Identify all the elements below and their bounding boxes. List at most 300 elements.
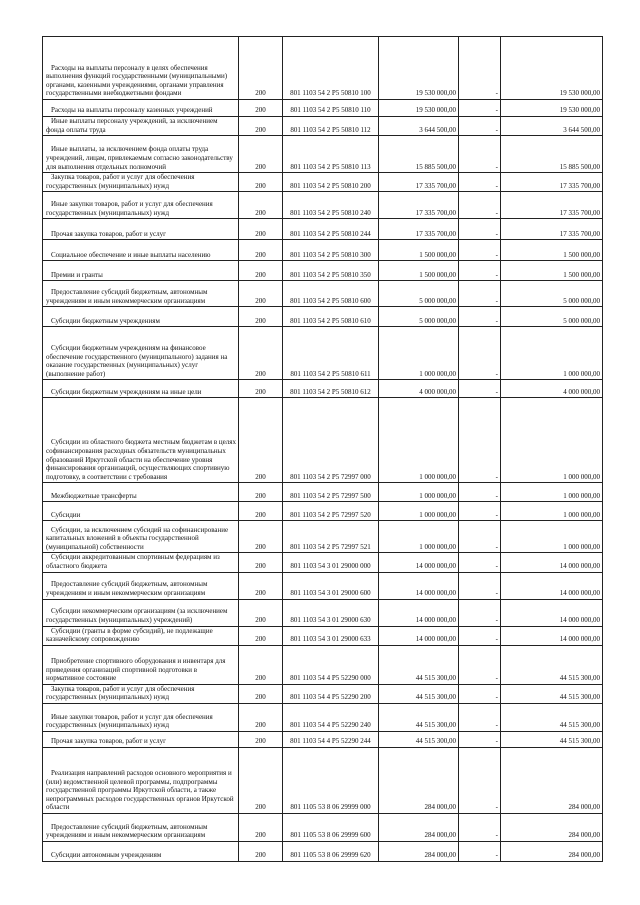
row-name-cell xyxy=(43,240,239,261)
row-line-code-text: 200 xyxy=(255,674,266,683)
row-approved-amount-text: 15 885 500,00 xyxy=(415,162,456,171)
row-remaining-amount-text: 5 000 000,00 xyxy=(563,316,600,325)
row-remaining-amount-cell xyxy=(501,398,603,483)
row-executed-amount-text: - xyxy=(495,542,498,551)
row-name-cell xyxy=(43,599,239,626)
row-classification-code-cell xyxy=(283,813,379,841)
row-executed-amount-cell xyxy=(459,192,501,219)
row-remaining-amount-text: 1 500 000,00 xyxy=(563,270,600,279)
row-remaining-amount-cell xyxy=(501,173,603,192)
row-classification-code-text: 801 1103 54 3 01 29000 633 xyxy=(290,635,371,644)
row-remaining-amount-text: 17 335 700,00 xyxy=(559,229,600,238)
row-executed-amount-text: - xyxy=(495,721,498,730)
row-name-cell xyxy=(43,841,239,861)
row-name-cell xyxy=(43,398,239,483)
row-line-code-text: 200 xyxy=(255,316,266,325)
table-row xyxy=(43,307,603,327)
row-line-code-cell xyxy=(239,483,283,502)
row-name-cell xyxy=(43,307,239,327)
row-remaining-amount-cell xyxy=(501,703,603,731)
row-line-code-text: 200 xyxy=(255,615,266,624)
row-executed-amount-cell xyxy=(459,599,501,626)
row-executed-amount-text: - xyxy=(495,106,498,115)
row-classification-code-cell xyxy=(283,572,379,599)
row-line-code-cell xyxy=(239,307,283,327)
row-line-code-text: 200 xyxy=(255,369,266,378)
row-classification-code-cell xyxy=(283,747,379,813)
row-executed-amount-text: - xyxy=(495,181,498,190)
row-classification-code-cell xyxy=(283,626,379,645)
row-remaining-amount-cell xyxy=(501,599,603,626)
row-line-code-text: 200 xyxy=(255,803,266,812)
row-remaining-amount-cell xyxy=(501,483,603,502)
row-remaining-amount-cell xyxy=(501,136,603,173)
row-executed-amount-text: - xyxy=(495,250,498,259)
row-approved-amount-cell xyxy=(379,398,459,483)
row-remaining-amount-text: 3 644 500,00 xyxy=(563,125,600,134)
row-approved-amount-text: 1 500 000,00 xyxy=(419,270,456,279)
row-line-code-cell xyxy=(239,572,283,599)
row-approved-amount-text: 14 000 000,00 xyxy=(415,588,456,597)
row-name-text: Субсидии бюджетным учреждениям xyxy=(51,316,160,325)
row-classification-code-text: 801 1103 54 3 01 29000 630 xyxy=(290,615,371,624)
row-remaining-amount-text: 1 000 000,00 xyxy=(563,510,600,519)
row-executed-amount-cell xyxy=(459,703,501,731)
row-name-cell xyxy=(43,380,239,398)
row-name-text: Субсидии (гранты в форме субсидий), не подлежащие казначейскому сопровождению xyxy=(46,626,213,644)
row-approved-amount-cell xyxy=(379,626,459,645)
row-classification-code-cell xyxy=(283,703,379,731)
row-line-code-cell xyxy=(239,37,283,100)
row-approved-amount-cell xyxy=(379,100,459,117)
row-approved-amount-text: 4 000 000,00 xyxy=(419,387,456,396)
row-name-text: Субсидии некоммерческим организациям (за исключением государственных (муниципальных) учреждений) xyxy=(46,607,228,624)
row-classification-code-text: 801 1103 54 2 P5 50810 240 xyxy=(290,208,371,217)
row-name-cell xyxy=(43,703,239,731)
row-line-code-text: 200 xyxy=(255,106,266,115)
row-executed-amount-cell xyxy=(459,219,501,240)
row-line-code-text: 200 xyxy=(255,491,266,500)
row-remaining-amount-text: 1 000 000,00 xyxy=(563,491,600,500)
row-line-code-cell xyxy=(239,841,283,861)
row-classification-code-text: 801 1103 54 2 P5 50810 610 xyxy=(290,316,371,325)
row-executed-amount-cell xyxy=(459,37,501,100)
row-approved-amount-cell xyxy=(379,192,459,219)
table-row xyxy=(43,192,603,219)
row-classification-code-cell xyxy=(283,684,379,703)
row-name-text: Прочая закупка товаров, работ и услуг xyxy=(51,229,166,238)
row-remaining-amount-text: 284 000,00 xyxy=(568,803,600,812)
row-classification-code-cell xyxy=(283,645,379,684)
row-executed-amount-text: - xyxy=(495,125,498,134)
row-remaining-amount-cell xyxy=(501,572,603,599)
row-name-text: Иные выплаты персоналу учреждений, за исключением фонда оплаты труда xyxy=(46,117,218,134)
row-executed-amount-cell xyxy=(459,380,501,398)
row-remaining-amount-cell xyxy=(501,684,603,703)
row-executed-amount-cell xyxy=(459,240,501,261)
row-classification-code-text: 801 1103 54 2 P5 50810 612 xyxy=(290,387,371,396)
row-remaining-amount-text: 14 000 000,00 xyxy=(559,615,600,624)
row-executed-amount-cell xyxy=(459,100,501,117)
row-executed-amount-cell xyxy=(459,553,501,572)
row-remaining-amount-text: 14 000 000,00 xyxy=(559,588,600,597)
row-executed-amount-text: - xyxy=(495,316,498,325)
row-approved-amount-cell xyxy=(379,307,459,327)
row-approved-amount-text: 1 000 000,00 xyxy=(419,491,456,500)
row-executed-amount-cell xyxy=(459,626,501,645)
row-executed-amount-cell xyxy=(459,572,501,599)
row-remaining-amount-cell xyxy=(501,192,603,219)
row-line-code-cell xyxy=(239,502,283,521)
table-row xyxy=(43,747,603,813)
table-row xyxy=(43,219,603,240)
row-name-text: Субсидии аккредитованным спортивным федерациям из областного бюджета xyxy=(46,553,220,570)
row-remaining-amount-text: 1 000 000,00 xyxy=(563,369,600,378)
row-executed-amount-text: - xyxy=(495,89,498,98)
row-line-code-cell xyxy=(239,173,283,192)
row-line-code-text: 200 xyxy=(255,296,266,305)
row-executed-amount-cell xyxy=(459,261,501,281)
row-approved-amount-cell xyxy=(379,117,459,136)
row-classification-code-cell xyxy=(283,192,379,219)
row-executed-amount-text: - xyxy=(495,510,498,519)
row-line-code-text: 200 xyxy=(255,721,266,730)
row-classification-code-cell xyxy=(283,173,379,192)
row-name-cell xyxy=(43,626,239,645)
row-remaining-amount-text: 14 000 000,00 xyxy=(559,635,600,644)
row-line-code-cell xyxy=(239,398,283,483)
row-line-code-text: 200 xyxy=(255,250,266,259)
row-name-text: Иные закупки товаров, работ и услуг для обеспечения государственных (муниципальных) нужд xyxy=(46,712,213,730)
row-approved-amount-text: 44 515 300,00 xyxy=(415,737,456,746)
row-name-cell xyxy=(43,327,239,380)
row-line-code-cell xyxy=(239,327,283,380)
row-remaining-amount-cell xyxy=(501,281,603,307)
row-line-code-text: 200 xyxy=(255,510,266,519)
row-approved-amount-cell xyxy=(379,703,459,731)
row-executed-amount-text: - xyxy=(495,387,498,396)
row-executed-amount-text: - xyxy=(495,296,498,305)
row-classification-code-text: 801 1103 54 3 01 29000 600 xyxy=(290,588,371,597)
row-approved-amount-text: 5 000 000,00 xyxy=(419,296,456,305)
row-executed-amount-cell xyxy=(459,281,501,307)
row-approved-amount-cell xyxy=(379,502,459,521)
row-remaining-amount-text: 17 335 700,00 xyxy=(559,181,600,190)
row-approved-amount-cell xyxy=(379,281,459,307)
table-row xyxy=(43,572,603,599)
row-line-code-cell xyxy=(239,731,283,747)
row-executed-amount-cell xyxy=(459,747,501,813)
row-classification-code-text: 801 1103 54 4 P5 52290 200 xyxy=(290,693,371,702)
row-approved-amount-cell xyxy=(379,599,459,626)
row-classification-code-text: 801 1103 54 2 P5 50810 300 xyxy=(290,250,371,259)
row-line-code-cell xyxy=(239,684,283,703)
row-name-text: Субсидии, за исключением субсидий на софинансирование капитальных вложений в объекты государственной (муниципальной) собственности xyxy=(46,525,229,551)
row-line-code-text: 200 xyxy=(255,542,266,551)
budget-table-sheet xyxy=(42,36,602,862)
row-line-code-text: 200 xyxy=(255,125,266,134)
row-classification-code-cell xyxy=(283,327,379,380)
row-name-cell xyxy=(43,136,239,173)
row-executed-amount-text: - xyxy=(495,693,498,702)
row-approved-amount-text: 44 515 300,00 xyxy=(415,721,456,730)
table-row xyxy=(43,380,603,398)
row-line-code-cell xyxy=(239,219,283,240)
row-executed-amount-text: - xyxy=(495,561,498,570)
row-remaining-amount-cell xyxy=(501,117,603,136)
row-classification-code-cell xyxy=(283,100,379,117)
row-approved-amount-text: 19 530 000,00 xyxy=(415,106,456,115)
row-name-cell xyxy=(43,37,239,100)
row-remaining-amount-cell xyxy=(501,219,603,240)
row-remaining-amount-text: 284 000,00 xyxy=(568,851,600,860)
row-line-code-text: 200 xyxy=(255,387,266,396)
table-row xyxy=(43,626,603,645)
row-executed-amount-text: - xyxy=(495,615,498,624)
row-classification-code-text: 801 1103 54 2 P5 50810 600 xyxy=(290,296,371,305)
row-approved-amount-cell xyxy=(379,37,459,100)
row-line-code-cell xyxy=(239,747,283,813)
row-classification-code-text: 801 1103 54 2 P5 50810 100 xyxy=(290,89,371,98)
row-line-code-cell xyxy=(239,261,283,281)
row-remaining-amount-text: 1 000 000,00 xyxy=(563,542,600,551)
row-remaining-amount-cell xyxy=(501,813,603,841)
row-approved-amount-cell xyxy=(379,261,459,281)
row-name-text: Предоставление субсидий бюджетным, автономным учреждениям и иным некоммерческим организациям xyxy=(46,288,208,305)
row-classification-code-cell xyxy=(283,37,379,100)
row-classification-code-cell xyxy=(283,307,379,327)
row-name-text: Расходы на выплаты персоналу в целях обеспечения выполнения функций государственными (муниципальными) органами, казенными учреждениями, органами управления государственными внебюджетными фондами xyxy=(46,63,228,98)
row-line-code-text: 200 xyxy=(255,208,266,217)
row-executed-amount-cell xyxy=(459,502,501,521)
table-row xyxy=(43,599,603,626)
row-approved-amount-text: 1 500 000,00 xyxy=(419,250,456,259)
row-executed-amount-text: - xyxy=(495,737,498,746)
row-remaining-amount-cell xyxy=(501,100,603,117)
table-row xyxy=(43,731,603,747)
row-classification-code-text: 801 1105 53 8 06 29999 600 xyxy=(290,831,371,840)
row-approved-amount-text: 284 000,00 xyxy=(424,851,456,860)
row-name-cell xyxy=(43,261,239,281)
row-line-code-cell xyxy=(239,521,283,553)
row-approved-amount-cell xyxy=(379,572,459,599)
row-executed-amount-text: - xyxy=(495,635,498,644)
row-approved-amount-text: 284 000,00 xyxy=(424,831,456,840)
row-remaining-amount-cell xyxy=(501,841,603,861)
row-classification-code-cell xyxy=(283,521,379,553)
row-executed-amount-text: - xyxy=(495,369,498,378)
row-classification-code-text: 801 1105 53 8 06 29999 620 xyxy=(290,851,371,860)
row-name-text: Субсидии бюджетным учреждениям на иные цели xyxy=(51,387,202,396)
row-remaining-amount-cell xyxy=(501,37,603,100)
row-executed-amount-cell xyxy=(459,841,501,861)
row-name-cell xyxy=(43,502,239,521)
row-executed-amount-text: - xyxy=(495,270,498,279)
row-approved-amount-text: 1 000 000,00 xyxy=(419,369,456,378)
table-row xyxy=(43,240,603,261)
row-remaining-amount-text: 19 530 000,00 xyxy=(559,89,600,98)
row-classification-code-text: 801 1103 54 4 P5 52290 244 xyxy=(290,737,371,746)
row-remaining-amount-text: 1 000 000,00 xyxy=(563,472,600,481)
table-row xyxy=(43,553,603,572)
row-classification-code-text: 801 1103 54 2 P5 72997 000 xyxy=(290,472,371,481)
row-approved-amount-cell xyxy=(379,553,459,572)
row-executed-amount-cell xyxy=(459,117,501,136)
row-approved-amount-text: 1 000 000,00 xyxy=(419,472,456,481)
row-classification-code-cell xyxy=(283,483,379,502)
row-classification-code-text: 801 1103 54 2 P5 50810 350 xyxy=(290,270,371,279)
row-line-code-text: 200 xyxy=(255,737,266,746)
row-executed-amount-text: - xyxy=(495,162,498,171)
row-approved-amount-text: 14 000 000,00 xyxy=(415,635,456,644)
row-executed-amount-cell xyxy=(459,731,501,747)
row-remaining-amount-cell xyxy=(501,240,603,261)
row-line-code-cell xyxy=(239,380,283,398)
row-approved-amount-cell xyxy=(379,841,459,861)
row-remaining-amount-cell xyxy=(501,261,603,281)
table-row xyxy=(43,684,603,703)
row-name-cell xyxy=(43,521,239,553)
table-row xyxy=(43,100,603,117)
row-classification-code-text: 801 1103 54 2 P5 50810 244 xyxy=(290,229,371,238)
row-remaining-amount-text: 44 515 300,00 xyxy=(559,721,600,730)
row-executed-amount-cell xyxy=(459,813,501,841)
row-remaining-amount-text: 4 000 000,00 xyxy=(563,387,600,396)
row-approved-amount-text: 1 000 000,00 xyxy=(419,542,456,551)
row-classification-code-text: 801 1103 54 2 P5 50810 110 xyxy=(290,106,371,115)
row-executed-amount-text: - xyxy=(495,851,498,860)
row-approved-amount-cell xyxy=(379,731,459,747)
row-approved-amount-text: 5 000 000,00 xyxy=(419,316,456,325)
row-line-code-text: 200 xyxy=(255,831,266,840)
table-row xyxy=(43,281,603,307)
row-name-text: Субсидии автономным учреждениям xyxy=(51,851,162,860)
row-remaining-amount-cell xyxy=(501,380,603,398)
row-classification-code-cell xyxy=(283,380,379,398)
row-executed-amount-cell xyxy=(459,398,501,483)
row-classification-code-text: 801 1103 54 2 P5 50810 611 xyxy=(290,369,371,378)
row-approved-amount-text: 17 335 700,00 xyxy=(415,181,456,190)
row-approved-amount-text: 14 000 000,00 xyxy=(415,561,456,570)
row-classification-code-text: 801 1105 53 8 06 29999 000 xyxy=(290,803,371,812)
row-classification-code-cell xyxy=(283,240,379,261)
row-remaining-amount-text: 44 515 300,00 xyxy=(559,737,600,746)
row-line-code-cell xyxy=(239,240,283,261)
row-name-text: Субсидии xyxy=(51,510,81,519)
row-executed-amount-text: - xyxy=(495,472,498,481)
row-remaining-amount-text: 1 500 000,00 xyxy=(563,250,600,259)
table-row xyxy=(43,136,603,173)
row-name-cell xyxy=(43,281,239,307)
row-executed-amount-text: - xyxy=(495,831,498,840)
row-executed-amount-text: - xyxy=(495,803,498,812)
row-executed-amount-cell xyxy=(459,173,501,192)
row-classification-code-cell xyxy=(283,502,379,521)
row-remaining-amount-cell xyxy=(501,645,603,684)
row-approved-amount-cell xyxy=(379,483,459,502)
row-classification-code-cell xyxy=(283,731,379,747)
row-classification-code-cell xyxy=(283,281,379,307)
row-name-text: Иные закупки товаров, работ и услуг для обеспечения государственных (муниципальных) нужд xyxy=(46,200,213,217)
row-remaining-amount-cell xyxy=(501,731,603,747)
table-row xyxy=(43,37,603,100)
row-name-text: Закупка товаров, работ и услуг для обеспечения государственных (муниципальных) нужд xyxy=(46,173,195,190)
row-name-cell xyxy=(43,553,239,572)
row-name-text: Субсидии из областного бюджета местным бюджетам в целях софинансирования расходных обязательств муниципальных образований Иркутской области на обеспечение уровня финансирования организаций, осуществляющих спортивную подготовку, в соответствии с требования xyxy=(46,438,236,481)
row-remaining-amount-text: 5 000 000,00 xyxy=(563,296,600,305)
row-approved-amount-text: 17 335 700,00 xyxy=(415,229,456,238)
row-remaining-amount-text: 17 335 700,00 xyxy=(559,208,600,217)
row-line-code-text: 200 xyxy=(255,635,266,644)
table-body xyxy=(43,37,603,862)
row-line-code-cell xyxy=(239,813,283,841)
table-row xyxy=(43,502,603,521)
row-classification-code-text: 801 1103 54 2 P5 50810 200 xyxy=(290,181,371,190)
row-classification-code-text: 801 1103 54 4 P5 52290 240 xyxy=(290,721,371,730)
row-remaining-amount-cell xyxy=(501,307,603,327)
row-remaining-amount-text: 44 515 300,00 xyxy=(559,674,600,683)
row-remaining-amount-text: 14 000 000,00 xyxy=(559,561,600,570)
row-name-text: Премии и гранты xyxy=(51,270,103,279)
row-remaining-amount-text: 284 000,00 xyxy=(568,831,600,840)
row-name-text: Реализация направлений расходов основного мероприятия и (или) ведомственной целевой программы, подпрограммы государственной программы Иркутской области, а также непрограммных расходов государственных органов Иркутской области xyxy=(46,768,234,812)
row-approved-amount-cell xyxy=(379,173,459,192)
table-row xyxy=(43,398,603,483)
row-line-code-text: 200 xyxy=(255,229,266,238)
row-classification-code-text: 801 1103 54 4 P5 52290 000 xyxy=(290,674,371,683)
row-name-cell xyxy=(43,117,239,136)
row-executed-amount-text: - xyxy=(495,674,498,683)
row-name-text: Субсидии бюджетным учреждениям на финансовое обеспечение государственного (муниципального) задания на оказание государственных (муниципальных) услуг (выполнение работ) xyxy=(46,344,228,378)
row-executed-amount-text: - xyxy=(495,491,498,500)
row-line-code-text: 200 xyxy=(255,588,266,597)
row-name-cell xyxy=(43,747,239,813)
row-line-code-cell xyxy=(239,703,283,731)
row-line-code-cell xyxy=(239,117,283,136)
budget-execution-table xyxy=(42,36,603,862)
table-row xyxy=(43,117,603,136)
row-classification-code-cell xyxy=(283,841,379,861)
row-name-cell xyxy=(43,173,239,192)
row-classification-code-text: 801 1103 54 2 P5 72997 521 xyxy=(290,542,371,551)
row-name-cell xyxy=(43,192,239,219)
row-executed-amount-text: - xyxy=(495,588,498,597)
row-name-cell xyxy=(43,219,239,240)
row-classification-code-cell xyxy=(283,599,379,626)
row-approved-amount-cell xyxy=(379,219,459,240)
row-line-code-cell xyxy=(239,626,283,645)
row-name-text: Социальное обеспечение и иные выплаты населению xyxy=(51,250,211,259)
row-classification-code-cell xyxy=(283,117,379,136)
row-executed-amount-text: - xyxy=(495,229,498,238)
row-name-text: Закупка товаров, работ и услуг для обеспечения государственных (муниципальных) нужд xyxy=(46,684,195,702)
table-row xyxy=(43,703,603,731)
row-executed-amount-cell xyxy=(459,645,501,684)
row-approved-amount-text: 1 000 000,00 xyxy=(419,510,456,519)
table-row xyxy=(43,813,603,841)
row-approved-amount-cell xyxy=(379,813,459,841)
row-line-code-cell xyxy=(239,645,283,684)
row-executed-amount-cell xyxy=(459,307,501,327)
row-line-code-text: 200 xyxy=(255,561,266,570)
table-row xyxy=(43,261,603,281)
row-approved-amount-cell xyxy=(379,645,459,684)
row-approved-amount-text: 14 000 000,00 xyxy=(415,615,456,624)
row-classification-code-cell xyxy=(283,136,379,173)
row-approved-amount-cell xyxy=(379,136,459,173)
row-executed-amount-cell xyxy=(459,684,501,703)
row-name-cell xyxy=(43,645,239,684)
